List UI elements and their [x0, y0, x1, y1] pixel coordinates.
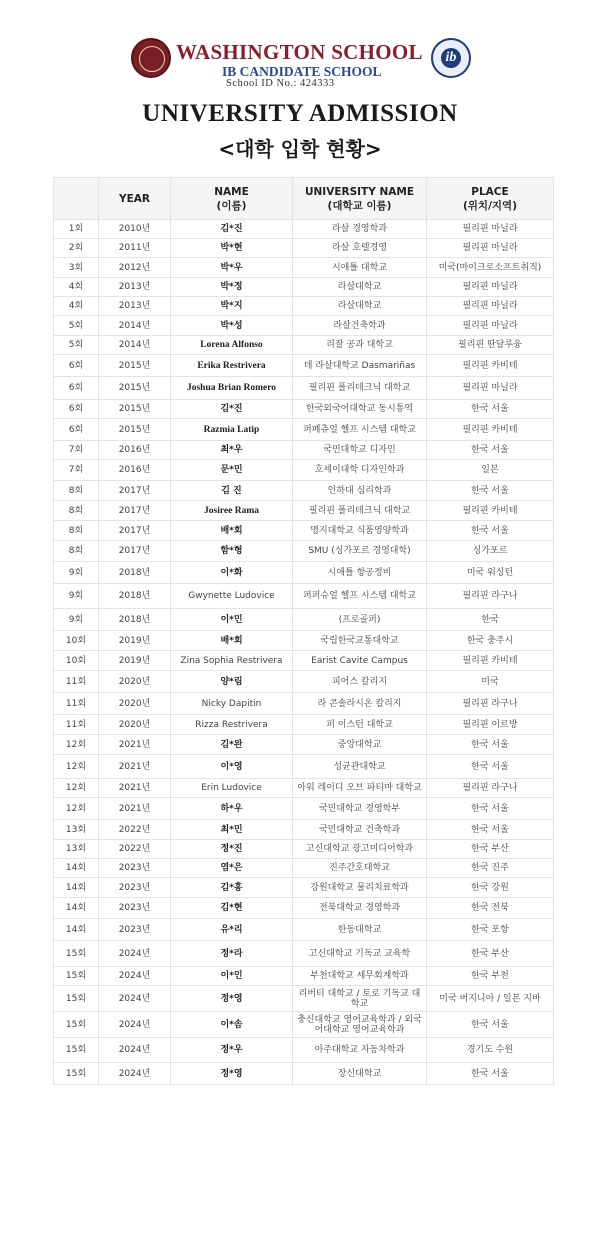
- cell-year: 2010년: [99, 220, 171, 239]
- table-row: [54, 631, 554, 651]
- cell-round: 10회: [54, 651, 99, 671]
- cell-university: 충신대학교 영어교육학과 / 외국어대학교 영어교육학과: [293, 1012, 427, 1038]
- cell-place: 한국 서울: [427, 481, 554, 501]
- cell-university: 필리핀 폴리테크닉 대학교: [293, 377, 427, 400]
- ib-logo-icon: [431, 38, 471, 78]
- table-row: [54, 355, 554, 377]
- table-row: [54, 967, 554, 986]
- cell-place: 필리핀 라구나: [427, 779, 554, 798]
- cell-university: 장신대학교: [293, 1063, 427, 1085]
- cell-year: 2024년: [99, 1063, 171, 1085]
- cell-university: 진주간호대학교: [293, 859, 427, 878]
- cell-year: 2020년: [99, 715, 171, 735]
- cell-name: 박*성: [171, 316, 293, 336]
- cell-name: 정*영: [171, 986, 293, 1012]
- cell-university: 중앙대학교: [293, 735, 427, 755]
- cell-name: Joshua Brian Romero: [171, 377, 293, 400]
- cell-place: 필리핀 라구나: [427, 584, 554, 609]
- cell-place: 한국 서울: [427, 820, 554, 840]
- cell-year: 2015년: [99, 377, 171, 400]
- cell-university: 시애틀 항공정비: [293, 562, 427, 584]
- cell-place: 한국 서울: [427, 755, 554, 779]
- table-row: [54, 1012, 554, 1038]
- cell-round: 6회: [54, 400, 99, 419]
- cell-name: 김*홍: [171, 878, 293, 898]
- cell-name: 배*회: [171, 521, 293, 541]
- table-row: [54, 336, 554, 355]
- cell-university: 국민대학교 건축학과: [293, 820, 427, 840]
- cell-university: 라살대학교: [293, 297, 427, 316]
- cell-round: 12회: [54, 755, 99, 779]
- cell-place: 경기도 수원: [427, 1038, 554, 1063]
- cell-year: 2017년: [99, 521, 171, 541]
- cell-university: 리잘 공과 대학교: [293, 336, 427, 355]
- cell-name: Razmia Latip: [171, 419, 293, 441]
- cell-round: 8회: [54, 501, 99, 521]
- table-row: [54, 898, 554, 919]
- ib-logo-text: ib: [441, 48, 461, 68]
- cell-year: 2024년: [99, 1012, 171, 1038]
- cell-round: 7회: [54, 460, 99, 481]
- cell-name: 함*형: [171, 541, 293, 562]
- page-title: UNIVERSITY ADMISSION: [142, 100, 458, 127]
- cell-year: 2019년: [99, 631, 171, 651]
- cell-place: 한국 충주시: [427, 631, 554, 651]
- table-row: [54, 297, 554, 316]
- cell-round: 8회: [54, 521, 99, 541]
- table-row: [54, 798, 554, 820]
- cell-name: 김*완: [171, 735, 293, 755]
- column-sublabel: (대학교 이름): [327, 199, 392, 212]
- cell-round: 15회: [54, 1038, 99, 1063]
- col-year-header: [99, 178, 171, 220]
- table-row: [54, 651, 554, 671]
- cell-year: 2023년: [99, 898, 171, 919]
- cell-name: 양*림: [171, 671, 293, 693]
- cell-year: 2023년: [99, 859, 171, 878]
- table-row: [54, 735, 554, 755]
- column-label: YEAR: [119, 192, 150, 205]
- cell-round: 11회: [54, 715, 99, 735]
- cell-round: 6회: [54, 355, 99, 377]
- table-row: [54, 609, 554, 631]
- column-sublabel: (위치/지역): [462, 199, 517, 212]
- cell-university: 퍼페츄얼 헬프 시스템 대학교: [293, 419, 427, 441]
- cell-round: 13회: [54, 820, 99, 840]
- cell-round: 14회: [54, 919, 99, 941]
- cell-round: 5회: [54, 316, 99, 336]
- table-row: [54, 419, 554, 441]
- col-name-header: [171, 178, 293, 220]
- cell-place: 미국(마이크로소프트취직): [427, 258, 554, 278]
- cell-place: 한국 진주: [427, 859, 554, 878]
- cell-year: 2023년: [99, 919, 171, 941]
- cell-place: 필리핀 마닐라: [427, 297, 554, 316]
- cell-round: 6회: [54, 377, 99, 400]
- cell-year: 2021년: [99, 798, 171, 820]
- school-name: WASHINGTON SCHOOL: [176, 40, 423, 64]
- cell-university: SMU (싱가포르 경영대학): [293, 541, 427, 562]
- cell-university: 인하대 심리학과: [293, 481, 427, 501]
- cell-place: 미국 버지니아 / 일본 지바: [427, 986, 554, 1012]
- cell-name: 이*솜: [171, 1012, 293, 1038]
- cell-name: 정*라: [171, 941, 293, 967]
- cell-round: 13회: [54, 840, 99, 859]
- cell-year: 2015년: [99, 400, 171, 419]
- cell-year: 2022년: [99, 840, 171, 859]
- cell-name: 이*영: [171, 755, 293, 779]
- cell-university: 라살 호텔경영: [293, 239, 427, 258]
- cell-name: Nicky Dapitin: [171, 693, 293, 715]
- cell-year: 2012년: [99, 258, 171, 278]
- cell-university: Earist Cavite Campus: [293, 651, 427, 671]
- cell-year: 2021년: [99, 735, 171, 755]
- cell-university: 아주대학교 자동차학과: [293, 1038, 427, 1063]
- cell-university: 호세이대학 디자인학과: [293, 460, 427, 481]
- cell-university: 라살 경영학과: [293, 220, 427, 239]
- table-header-row: [54, 178, 554, 220]
- col-university-header: [293, 178, 427, 220]
- cell-place: 필리핀 마닐라: [427, 220, 554, 239]
- cell-round: 1회: [54, 220, 99, 239]
- cell-year: 2018년: [99, 584, 171, 609]
- cell-round: 11회: [54, 671, 99, 693]
- cell-place: 한국 서울: [427, 1012, 554, 1038]
- cell-name: 김*진: [171, 220, 293, 239]
- cell-university: 피어스 칼리지: [293, 671, 427, 693]
- cell-year: 2011년: [99, 239, 171, 258]
- table-row: [54, 693, 554, 715]
- cell-round: 3회: [54, 258, 99, 278]
- table-row: [54, 460, 554, 481]
- cell-university: 국민대학교 디자인: [293, 441, 427, 460]
- cell-name: 박*정: [171, 278, 293, 297]
- cell-name: 정*우: [171, 1038, 293, 1063]
- cell-university: 명지대학교 식품영양학과: [293, 521, 427, 541]
- table-row: [54, 941, 554, 967]
- school-seal-icon: [131, 38, 171, 78]
- cell-place: 필리핀 마닐라: [427, 377, 554, 400]
- cell-round: 14회: [54, 859, 99, 878]
- cell-place: 한국 서울: [427, 798, 554, 820]
- admission-table: [53, 177, 554, 1085]
- cell-place: 미국: [427, 671, 554, 693]
- table-row: [54, 859, 554, 878]
- cell-round: 15회: [54, 1012, 99, 1038]
- cell-year: 2021년: [99, 779, 171, 798]
- cell-year: 2024년: [99, 1038, 171, 1063]
- cell-place: 필리핀 카비테: [427, 419, 554, 441]
- cell-round: 6회: [54, 419, 99, 441]
- cell-university: 한국외국어대학교 동시통역: [293, 400, 427, 419]
- table-row: [54, 541, 554, 562]
- cell-round: 9회: [54, 562, 99, 584]
- cell-place: 한국 부산: [427, 941, 554, 967]
- cell-year: 2013년: [99, 278, 171, 297]
- table-row: [54, 239, 554, 258]
- cell-place: 필리핀 이르방: [427, 715, 554, 735]
- cell-round: 14회: [54, 898, 99, 919]
- cell-place: 한국 부산: [427, 840, 554, 859]
- cell-year: 2015년: [99, 355, 171, 377]
- table-row: [54, 671, 554, 693]
- cell-university: (프로골퍼): [293, 609, 427, 631]
- col-place-header: [427, 178, 554, 220]
- cell-place: 한국 포항: [427, 919, 554, 941]
- cell-name: 염*은: [171, 859, 293, 878]
- cell-year: 2017년: [99, 541, 171, 562]
- cell-university: 국민대학교 경영학부: [293, 798, 427, 820]
- cell-year: 2020년: [99, 671, 171, 693]
- table-row: [54, 316, 554, 336]
- cell-name: 정*영: [171, 1063, 293, 1085]
- cell-year: 2020년: [99, 693, 171, 715]
- cell-year: 2024년: [99, 967, 171, 986]
- cell-place: 한국 서울: [427, 1063, 554, 1085]
- table-row: [54, 220, 554, 239]
- cell-place: 필리핀 마닐라: [427, 278, 554, 297]
- school-header: [0, 36, 600, 96]
- cell-year: 2016년: [99, 460, 171, 481]
- table-row: [54, 820, 554, 840]
- cell-university: 데 라살대학교 Dasmariñas: [293, 355, 427, 377]
- column-label: NAME: [214, 185, 249, 198]
- table-row: [54, 715, 554, 735]
- cell-university: 퍼퍼슈얼 헬프 시스템 대학교: [293, 584, 427, 609]
- cell-round: 12회: [54, 798, 99, 820]
- column-label: PLACE: [471, 185, 509, 198]
- cell-place: 필리핀 마닐라: [427, 316, 554, 336]
- table-row: [54, 1063, 554, 1085]
- table-body: [54, 220, 554, 1085]
- cell-name: 박*우: [171, 258, 293, 278]
- cell-name: 박*지: [171, 297, 293, 316]
- cell-round: 9회: [54, 609, 99, 631]
- cell-name: Zina Sophia Restrivera: [171, 651, 293, 671]
- cell-round: 8회: [54, 541, 99, 562]
- table-row: [54, 258, 554, 278]
- cell-university: 퍼 이스턴 대학교: [293, 715, 427, 735]
- cell-place: 한국 부천: [427, 967, 554, 986]
- cell-name: 김 진: [171, 481, 293, 501]
- cell-place: 필리핀 마닐라: [427, 239, 554, 258]
- table-row: [54, 986, 554, 1012]
- cell-name: 유*리: [171, 919, 293, 941]
- cell-year: 2015년: [99, 419, 171, 441]
- table-row: [54, 278, 554, 297]
- cell-round: 7회: [54, 441, 99, 460]
- cell-round: 12회: [54, 735, 99, 755]
- cell-round: 11회: [54, 693, 99, 715]
- cell-university: 성균관대학교: [293, 755, 427, 779]
- table-row: [54, 400, 554, 419]
- cell-round: 14회: [54, 878, 99, 898]
- cell-name: Erika Restrivera: [171, 355, 293, 377]
- cell-university: 리버티 대학교 / 토로 기독교 대학교: [293, 986, 427, 1012]
- cell-place: 한국: [427, 609, 554, 631]
- cell-name: 최*우: [171, 441, 293, 460]
- cell-place: 한국 서울: [427, 441, 554, 460]
- cell-year: 2018년: [99, 562, 171, 584]
- cell-place: 한국 서울: [427, 521, 554, 541]
- cell-university: 라살대학교: [293, 278, 427, 297]
- cell-name: 김*진: [171, 400, 293, 419]
- cell-round: 12회: [54, 779, 99, 798]
- table-row: [54, 521, 554, 541]
- cell-university: 국립한국교통대학교: [293, 631, 427, 651]
- cell-university: 전북대학교 경영학과: [293, 898, 427, 919]
- cell-round: 15회: [54, 967, 99, 986]
- cell-name: 이*민: [171, 609, 293, 631]
- cell-place: 필리핀 카비테: [427, 355, 554, 377]
- cell-place: 필리핀 카비테: [427, 651, 554, 671]
- page-subtitle-korean: <대학 입학 현황>: [218, 137, 382, 161]
- cell-name: 이*화: [171, 562, 293, 584]
- cell-place: 필리핀 라구나: [427, 693, 554, 715]
- cell-name: Rizza Restrivera: [171, 715, 293, 735]
- cell-year: 2021년: [99, 755, 171, 779]
- cell-place: 한국 강원: [427, 878, 554, 898]
- table-row: [54, 878, 554, 898]
- cell-year: 2017년: [99, 481, 171, 501]
- cell-university: 라살건축학과: [293, 316, 427, 336]
- cell-place: 한국 전북: [427, 898, 554, 919]
- table-row: [54, 562, 554, 584]
- cell-name: Erin Ludovice: [171, 779, 293, 798]
- column-label: UNIVERSITY NAME: [304, 185, 415, 198]
- cell-name: 이*인: [171, 967, 293, 986]
- cell-place: 일본: [427, 460, 554, 481]
- cell-university: 필리핀 폴리테크닉 대학교: [293, 501, 427, 521]
- cell-round: 4회: [54, 297, 99, 316]
- cell-university: 한동대학교: [293, 919, 427, 941]
- table-row: [54, 584, 554, 609]
- cell-name: 김*현: [171, 898, 293, 919]
- table-row: [54, 501, 554, 521]
- cell-round: 10회: [54, 631, 99, 651]
- cell-year: 2022년: [99, 820, 171, 840]
- cell-name: 배*회: [171, 631, 293, 651]
- cell-name: 문*민: [171, 460, 293, 481]
- cell-university: 부천대학교 세무회계학과: [293, 967, 427, 986]
- cell-year: 2016년: [99, 441, 171, 460]
- cell-year: 2013년: [99, 297, 171, 316]
- table-row: [54, 377, 554, 400]
- cell-round: 8회: [54, 481, 99, 501]
- cell-name: 박*현: [171, 239, 293, 258]
- column-sublabel: (이름): [216, 199, 247, 212]
- cell-place: 한국 서울: [427, 735, 554, 755]
- cell-year: 2023년: [99, 878, 171, 898]
- cell-name: Josiree Rama: [171, 501, 293, 521]
- cell-name: 최*민: [171, 820, 293, 840]
- cell-year: 2014년: [99, 336, 171, 355]
- cell-place: 필리핀 카비테: [427, 501, 554, 521]
- cell-round: 15회: [54, 1063, 99, 1085]
- cell-place: 미국 워싱턴: [427, 562, 554, 584]
- table-row: [54, 779, 554, 798]
- table-row: [54, 755, 554, 779]
- cell-university: 고신대학교 기독교 교육학: [293, 941, 427, 967]
- cell-university: 고신대학교 광고미디어학과: [293, 840, 427, 859]
- cell-place: 싱가포르: [427, 541, 554, 562]
- school-subtitle: IB CANDIDATE SCHOOL: [222, 64, 382, 79]
- col-number-header: [54, 178, 99, 220]
- cell-year: 2018년: [99, 609, 171, 631]
- cell-year: 2017년: [99, 501, 171, 521]
- cell-university: 아워 레이디 오브 파티마 대학교: [293, 779, 427, 798]
- table-row: [54, 840, 554, 859]
- cell-year: 2024년: [99, 986, 171, 1012]
- cell-name: Gwynette Ludovice: [171, 584, 293, 609]
- table-row: [54, 441, 554, 460]
- cell-place: 한국 서울: [427, 400, 554, 419]
- cell-university: 시애틀 대학교: [293, 258, 427, 278]
- cell-year: 2019년: [99, 651, 171, 671]
- table-row: [54, 481, 554, 501]
- cell-place: 필리핀 딴달루융: [427, 336, 554, 355]
- cell-university: 강원대학교 물리치료학과: [293, 878, 427, 898]
- table-row: [54, 1038, 554, 1063]
- school-id: School ID No.: 424333: [226, 78, 335, 89]
- cell-round: 15회: [54, 941, 99, 967]
- table-row: [54, 919, 554, 941]
- cell-round: 15회: [54, 986, 99, 1012]
- cell-university: 라 콘솔라시온 칼리지: [293, 693, 427, 715]
- cell-name: Lorena Alfonso: [171, 336, 293, 355]
- cell-round: 9회: [54, 584, 99, 609]
- cell-round: 2회: [54, 239, 99, 258]
- cell-name: 하*우: [171, 798, 293, 820]
- cell-year: 2024년: [99, 941, 171, 967]
- cell-round: 4회: [54, 278, 99, 297]
- cell-year: 2014년: [99, 316, 171, 336]
- cell-name: 정*진: [171, 840, 293, 859]
- cell-round: 5회: [54, 336, 99, 355]
